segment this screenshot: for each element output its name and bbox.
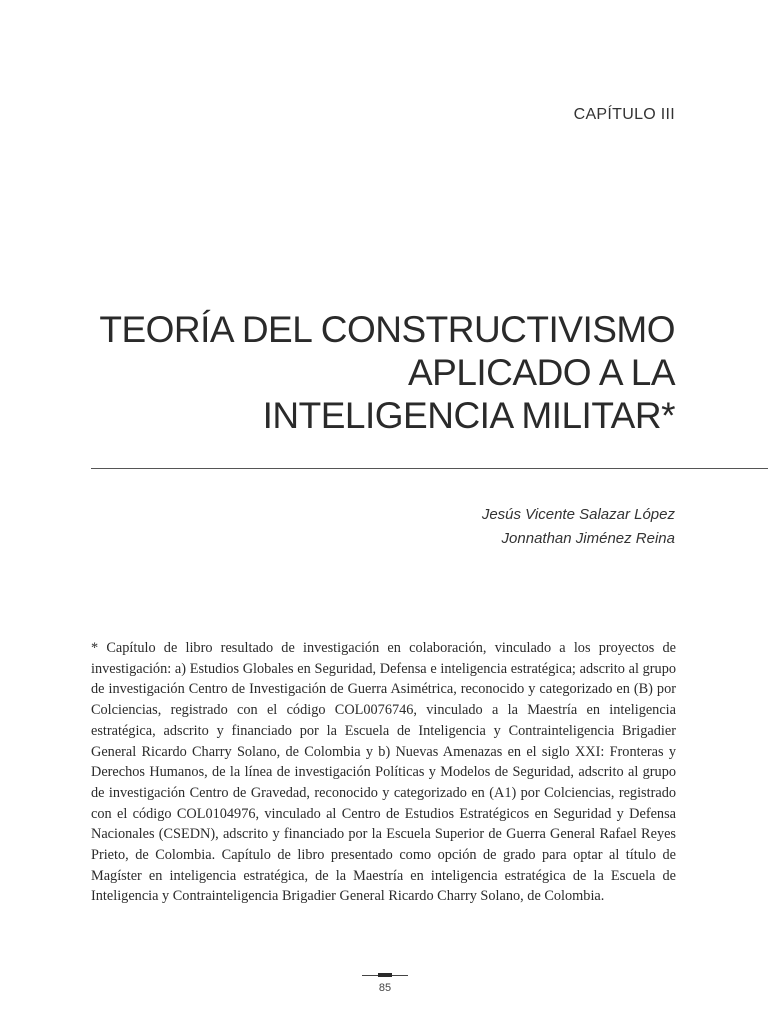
page-number-mark — [378, 973, 392, 977]
chapter-title-line: INTELIGENCIA MILITAR* — [262, 395, 675, 436]
page-number: 85 — [378, 982, 392, 994]
author-name: Jonnathan Jiménez Reina — [501, 530, 675, 547]
title-divider — [91, 468, 768, 469]
chapter-title-line: TEORÍA DEL CONSTRUCTIVISMO — [99, 309, 675, 350]
footnote: * Capítulo de libro resultado de investigación en colaboración, vinculado a los proyectos de investigación: a) Estudios Globales en Seguridad, Defensa e inteligencia estratégica; adscrito al grupo de investigación Centro de Investigación de Guerra Asimétrica, reconocido y categorizado en (B) por Colciencias, registrado con el código COL0076746, vinculado a la Maestría en inteligencia estratégica, adscrito y financiado por la Escuela de Inteligencia y Contrainteligencia Brigadier General Ricardo Charry Solano, de Colombia y b) Nuevas Amenazas en el siglo XXI: Fronteras y Derechos Humanos, de la línea de investigación Políticas y Modelos de Seguridad, adscrito al grupo de investigación Centro de Gravedad, reconocido y categorizado en (A1) por Colciencias, registrado con el código COL0104976, vinculado al Centro de Estudios Estratégicos en Seguridad y Defensa Nacionales (CSEDN), adscrito y financiado por la Escuela Superior de Guerra General Rafael Reyes Prieto, de Colombia. Capítulo de libro presentado como opción de grado para optar al título de Magíster en inteligencia estratégica, de la Maestría en inteligencia estratégica de la Escuela de Inteligencia y Contrainteligencia Brigadier General Ricardo Charry Solano, de Colombia. — [91, 640, 676, 905]
author-name: Jesús Vicente Salazar López — [481, 506, 675, 523]
chapter-title — [55, 308, 675, 437]
chapter-label: CAPÍTULO III — [573, 106, 675, 123]
chapter-title-line: APLICADO A LA — [407, 352, 675, 393]
author-list — [482, 503, 675, 551]
